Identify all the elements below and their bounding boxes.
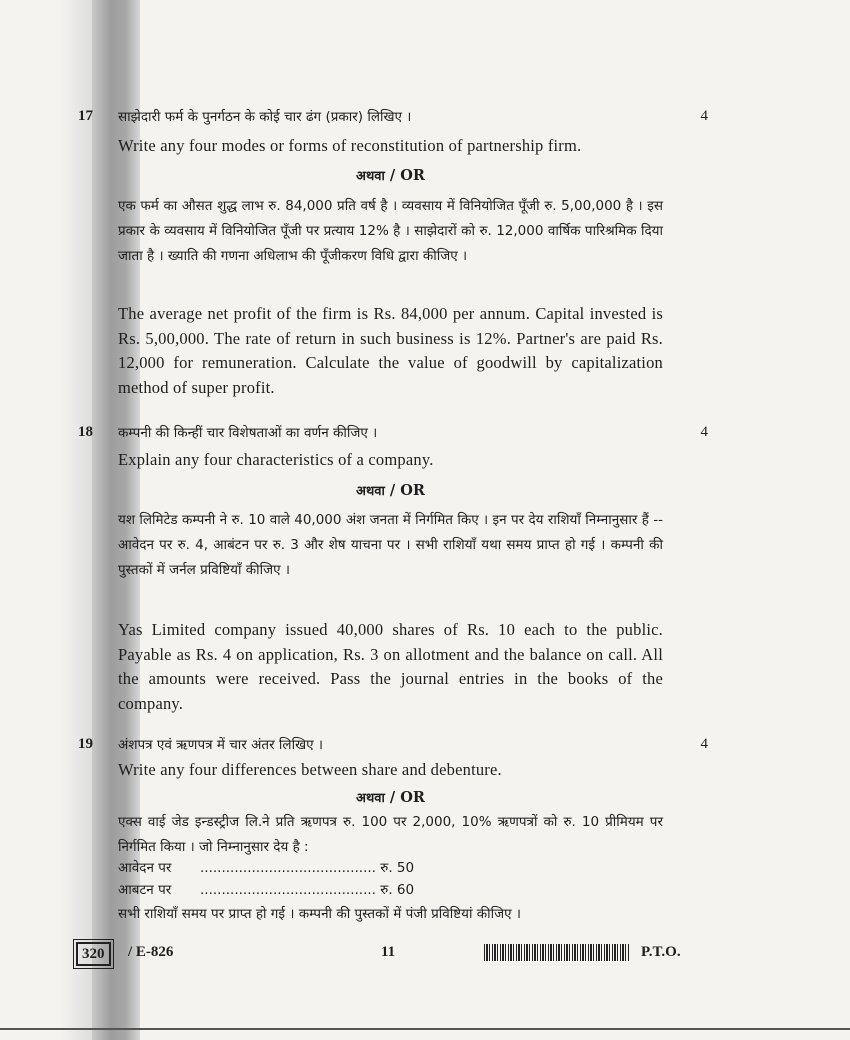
- barcode: [484, 944, 630, 961]
- alternative-hindi: एक्स वाई जेड इन्डस्ट्रीज लि.ने प्रति ऋणपत्र रु. 100 पर 2,000, 10% ऋणपत्रों को रु. 10 प्रीमियम पर निर्गमित किया । जो निम्नानुसार देय है :: [118, 814, 663, 855]
- question-english: Write any four differences between share and debenture.: [118, 760, 502, 779]
- question-english: Explain any four characteristics of a company.: [118, 450, 434, 469]
- question-marks: 4: [700, 736, 708, 752]
- page-edge-line: [0, 1028, 850, 1030]
- question-hindi: अंशपत्र एवं ऋणपत्र में चार अंतर लिखिए ।: [118, 737, 323, 753]
- closing-hindi: सभी राशियाँ समय पर प्राप्त हो गई । कम्पनी की पुस्तकों में पंजी प्रविष्टियां कीजिए ।: [118, 906, 522, 922]
- question-hindi: साझेदारी फर्म के पुनर्गठन के कोई चार ढंग (प्रकार) लिखिए ।: [118, 109, 412, 125]
- payment-row: आबटन पर ......................................... रु. 60: [118, 882, 415, 898]
- or-separator: अथवा / OR: [356, 789, 425, 806]
- page-number: 11: [381, 944, 396, 960]
- question-marks: 4: [700, 424, 708, 440]
- question-english: Write any four modes or forms of reconstitution of partnership firm.: [118, 136, 582, 155]
- or-separator: अथवा / OR: [356, 482, 425, 499]
- alternative-english: The average net profit of the firm is Rs. 84,000 per annum. Capital invested is Rs. 5,00,000. The rate of return in such business is 12%. Partner's are paid Rs. 12,000 for remuneration. Calculate the value of goodwill by capitalization method of super profit.: [118, 304, 663, 397]
- alternative-english: Yas Limited company issued 40,000 shares of Rs. 10 each to the public. Payable as Rs. 4 on application, Rs. 3 on allotment and the balance on call. All the amounts were received. Pass the journal entries in the books of the company.: [118, 620, 663, 713]
- alternative-hindi: यश लिमिटेड कम्पनी ने रु. 10 वाले 40,000 अंश जनता में निर्गमित किए । इन पर देय राशियाँ निम्नानुसार हैं -- आवेदन पर रु. 4, आबंटन पर रु. 3 और शेष याचना पर । सभी राशियाँ यथा समय प्राप्त हो गई । कम्पनी की पुस्तकों में जर्नल प्रविष्टियाँ कीजिए ।: [118, 512, 663, 578]
- paper-code: / E-826: [128, 944, 174, 960]
- question-number: 19: [78, 736, 93, 752]
- question-number: 17: [78, 108, 93, 124]
- pto-label: P.T.O.: [641, 944, 681, 960]
- code-box: 320: [76, 942, 111, 966]
- payment-row: आवेदन पर ......................................... रु. 50: [118, 860, 415, 876]
- or-separator: अथवा / OR: [356, 167, 425, 184]
- alternative-hindi: एक फर्म का औसत शुद्ध लाभ रु. 84,000 प्रति वर्ष है । व्यवसाय में विनियोजित पूँजी रु. 5,00,000 है । इस प्रकार के व्यवसाय में विनियोजित पूँजी पर प्रत्याय 12% है । साझेदारों को रु. 12,000 वार्षिक पारिश्रमिक दिया जाता है । ख्याति की गणना अधिलाभ की पूँजीकरण विधि द्वारा कीजिए ।: [118, 198, 663, 264]
- page-footer: [76, 942, 706, 968]
- scan-shadow-fade: [60, 0, 92, 1040]
- question-hindi: कम्पनी की किन्हीं चार विशेषताओं का वर्णन कीजिए ।: [118, 425, 378, 441]
- question-number: 18: [78, 424, 93, 440]
- question-marks: 4: [700, 108, 708, 124]
